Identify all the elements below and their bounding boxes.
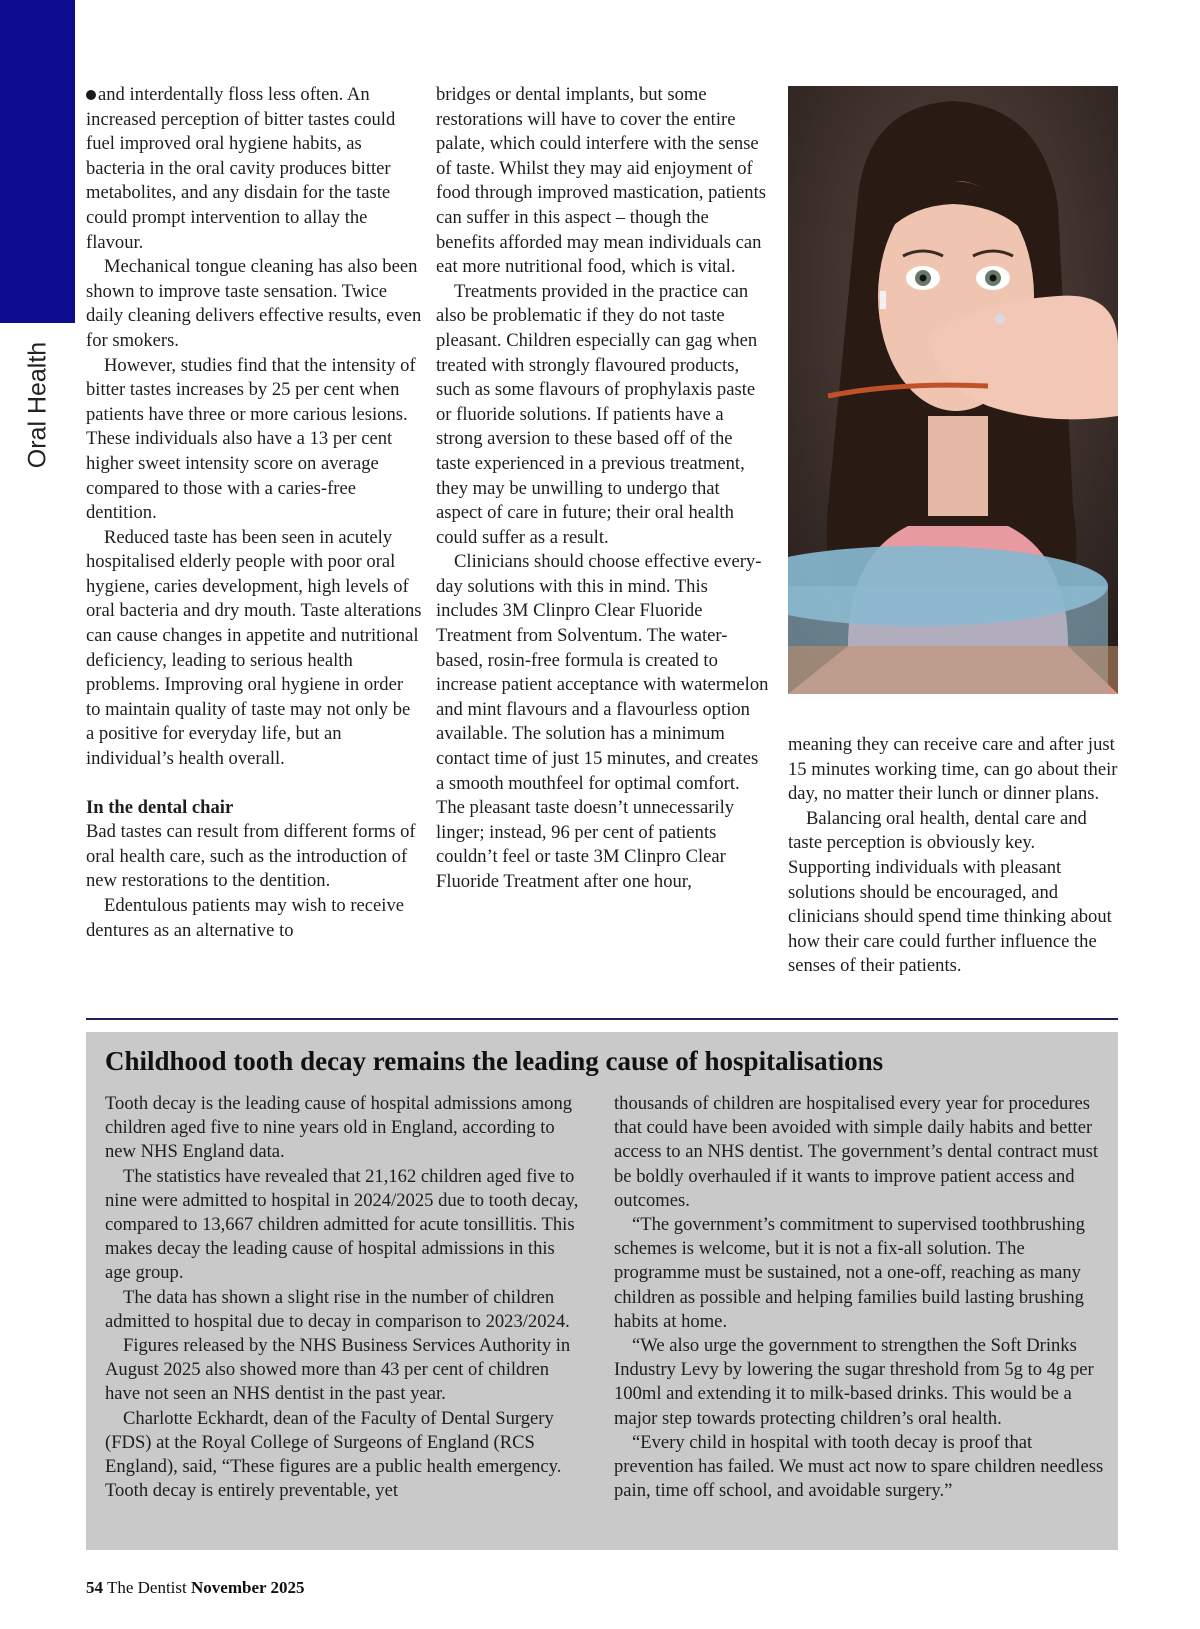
paragraph: thousands of children are hospitalised every year for procedures that could have been avoided with simple daily habits and better access to an NHS dentist. The government’s dental contract must be boldly overhauled if it wants to improve patient access and outcomes. [614, 1093, 1099, 1211]
paragraph: “The government’s commitment to supervised toothbrushing schemes is welcome, but it is not a fix-all solution. The programme must be sustained, not a one-off, reaching as many children as possible and helping families build lasting brushing habits at home. [614, 1214, 1085, 1332]
paragraph: and interdentally floss less often. An increased perception of bitter tastes could fuel improved oral hygiene habits, as bacteria in the oral cavity produces bitter metabolites, and any disdain for the taste could prompt intervention to allay the flavour. [86, 84, 396, 253]
paragraph: Reduced taste has been seen in acutely hospitalised elderly people with poor oral hygiene, caries development, high levels of oral bacteria and dry mouth. Taste alterations can cause changes in appetite and nutritional deficiency, leading to serious health problems. Improving oral hygiene in order to maintain quality of taste may not only be a positive for everyday life, but an individual’s health overall. [86, 526, 422, 770]
article-column-1 [86, 83, 422, 943]
section-label: Oral Health [23, 341, 52, 469]
paragraph: bridges or dental implants, but some restorations will have to cover the entire palate, which could interfere with the sense of taste. Whilst they may aid enjoyment of food through improved mastication, patients can suffer in this aspect – though the benefits afforded may mean individuals can eat more nutritional food, which is vital. [436, 84, 766, 278]
section-divider [86, 1018, 1118, 1020]
continuation-icon [86, 90, 96, 100]
paragraph: The statistics have revealed that 21,162 children aged five to nine were admitted to hospital in 2024/2025 due to tooth decay, compared to 13,667 children admitted for acute tonsillitis. This makes decay the leading cause of hospital admissions in this age group. [105, 1165, 579, 1284]
photo-illustration [788, 86, 1118, 694]
paragraph: Tooth decay is the leading cause of hospital admissions among children aged five to nine years old in England, according to new NHS England data. [105, 1093, 573, 1163]
paragraph: Edentulous patients may wish to receive dentures as an alternative to [86, 895, 405, 941]
article-column-3 [788, 733, 1118, 979]
paragraph: The data has shown a slight rise in the number of children admitted to hospital due to decay in comparison to 2023/2024. [105, 1286, 570, 1332]
section-color-bar [0, 0, 75, 323]
paragraph: Figures released by the NHS Business Services Authority in August 2025 also showed more than 43 per cent of children have not seen an NHS dentist in the past year. [105, 1335, 571, 1405]
paragraph: Mechanical tongue cleaning has also been shown to improve taste sensation. Twice daily cleaning delivers effective results, even for smokers. [86, 256, 422, 351]
paragraph: Bad tastes can result from different forms of oral health care, such as the introduction of new restorations to the dentition. [86, 821, 416, 892]
woman-covering-mouth-photo [788, 86, 1118, 694]
paragraph: Clinicians should choose effective every-day solutions with this in mind. This includes 3M Clinpro Clear Fluoride Treatment from Solventum. The water-based, rosin-free formula is created to increase patient acceptance with watermelon and mint flavours and a flavourless option available. The solution has a minimum contact time of just 15 minutes, and creates a smooth mouthfeel for optimal comfort. The pleasant taste doesn’t unnecessarily linger; instead, 96 per cent of patients couldn’t feel or taste 3M Clinpro Clear Fluoride Treatment after one hour, [436, 551, 769, 892]
page-footer [86, 1578, 304, 1598]
paragraph: “We also urge the government to strengthen the Soft Drinks Industry Levy by lowering the sugar threshold from 5g to 4g per 100ml and extending it to milk-based drinks. This would be a major step towards protecting children’s oral health. [614, 1335, 1094, 1429]
paragraph: Charlotte Eckhardt, dean of the Faculty of Dental Surgery (FDS) at the Royal College of Surgeons of England (RCS England), said, “These figures are a public health emergency. Tooth decay is entirely preventable, yet [105, 1407, 562, 1502]
news-box [86, 1032, 1118, 1550]
issue-date: November 2025 [191, 1578, 305, 1597]
news-box-column-2 [614, 1092, 1104, 1503]
paragraph: “Every child in hospital with tooth decay is proof that prevention has failed. We must act now to spare children needless pain, time off school, and avoidable surgery.” [614, 1431, 1104, 1502]
subheading: In the dental chair [86, 796, 234, 818]
publication-name: The Dentist [106, 1578, 187, 1597]
paragraph: Balancing oral health, dental care and taste perception is obviously key. Supporting individuals with pleasant solutions should be encouraged, and clinicians should spend time thinking about how their care could further influence the senses of their patients. [788, 807, 1112, 977]
paragraph: However, studies find that the intensity of bitter tastes increases by 25 per cent when patients have three or more carious lesions. These individuals also have a 13 per cent higher sweet intensity score on average compared to those with a caries-free dentition. [86, 354, 416, 524]
article-column-2 [436, 83, 770, 895]
page-number: 54 [86, 1578, 103, 1597]
news-box-title: Childhood tooth decay remains the leading cause of hospitalisations [105, 1046, 884, 1076]
paragraph: meaning they can receive care and after just 15 minutes working time, can go about their day, no matter their lunch or dinner plans. [788, 734, 1118, 805]
news-box-column-1 [105, 1092, 585, 1503]
paragraph: Treatments provided in the practice can also be problematic if they do not taste pleasant. Children especially can gag when treated with strongly flavoured products, such as some flavours of prophylaxis paste or fluoride solutions. If patients have a strong aversion to these based off of the taste experienced in a previous treatment, they may be unwilling to undergo that aspect of care in future; their oral health could suffer as a result. [436, 280, 758, 548]
